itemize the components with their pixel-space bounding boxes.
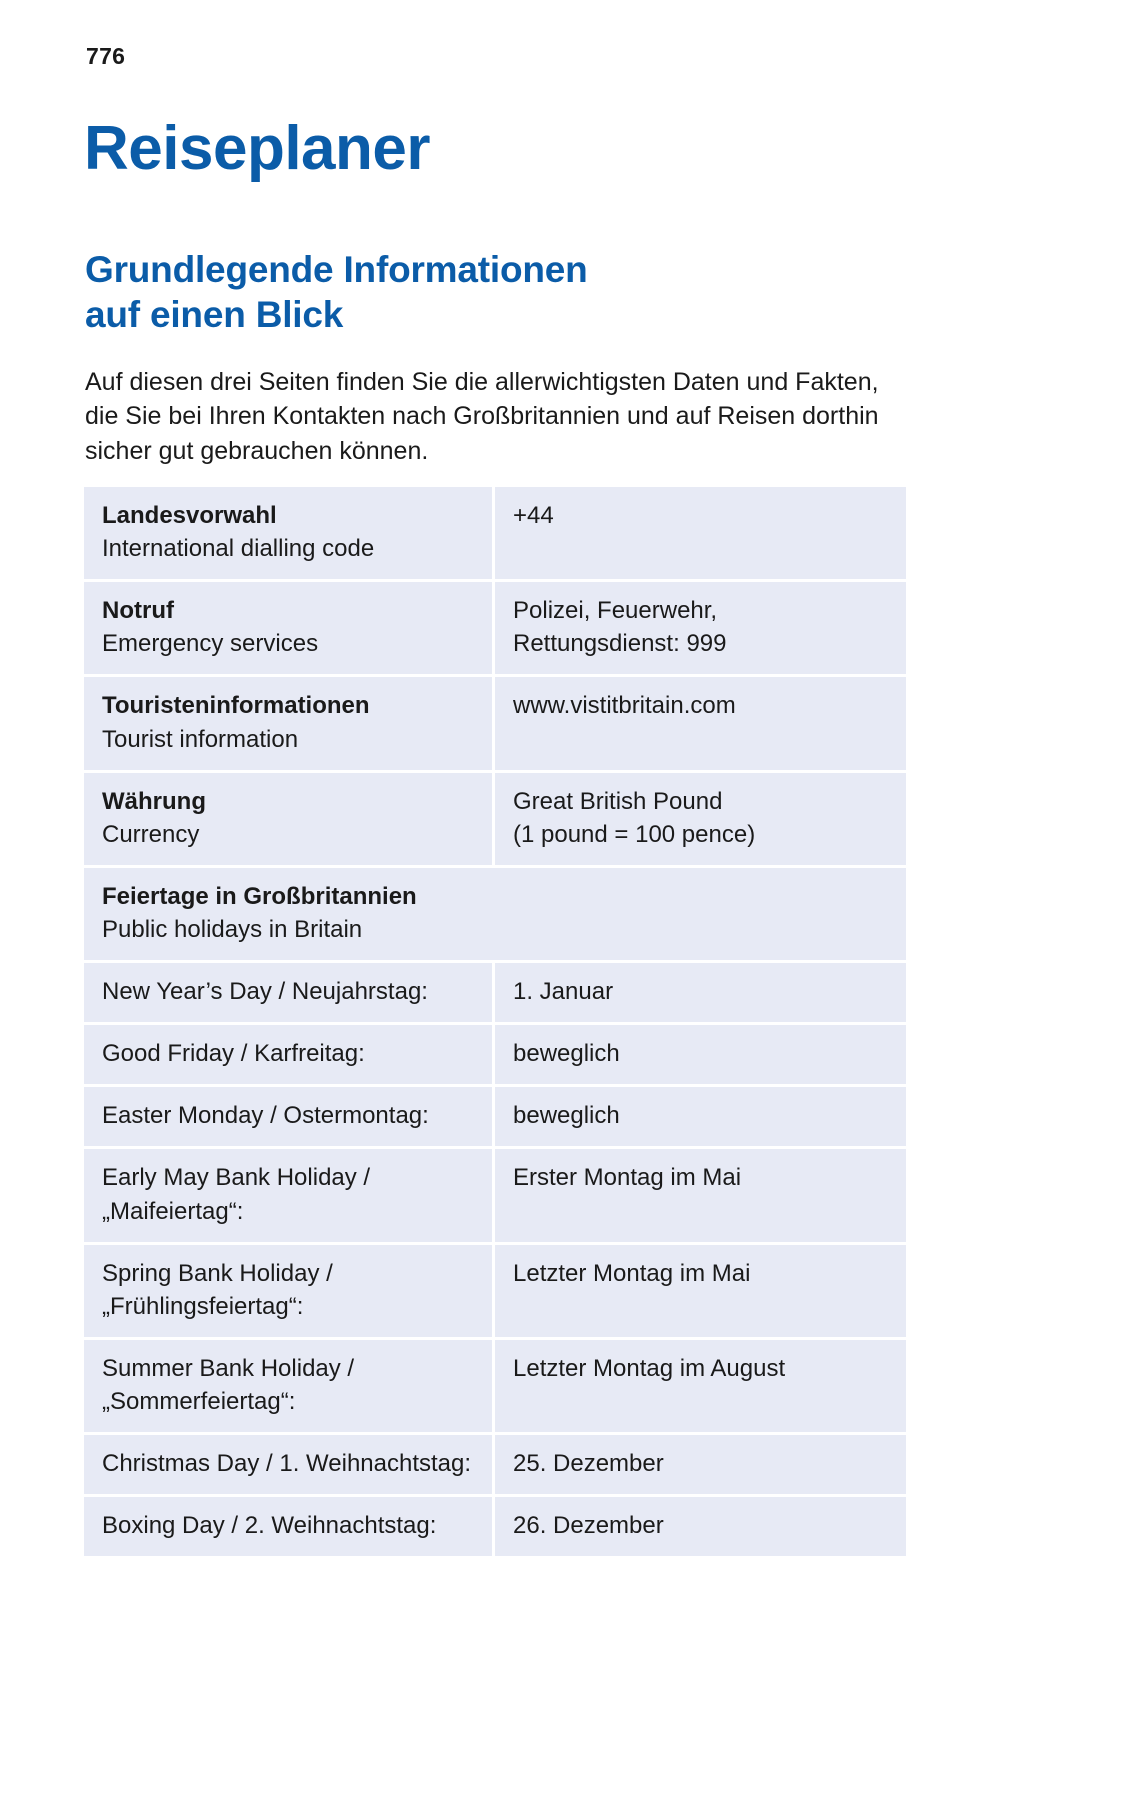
page-number: 776	[86, 43, 126, 69]
table-row	[84, 963, 906, 1022]
table-cell-value	[495, 677, 906, 769]
term-german: Notruf	[102, 597, 174, 625]
table-cell-value	[495, 582, 906, 674]
table-cell-label	[84, 1497, 492, 1556]
holiday-date: 1. Januar	[513, 978, 614, 1006]
page-title: Reiseplaner	[84, 114, 431, 183]
table-cell-label	[84, 1245, 492, 1337]
table-cell-value	[495, 1087, 906, 1146]
table-cell-label	[84, 677, 492, 769]
table-cell-value	[495, 1435, 906, 1494]
table-cell-value	[495, 1149, 906, 1241]
holiday-name-line-2: „Maifeiertag“:	[102, 1197, 244, 1225]
facts-table	[84, 487, 906, 1559]
term-english: Public holidays in Britain	[102, 915, 363, 943]
table-row	[84, 1149, 906, 1241]
holiday-name-line-1: Boxing Day / 2. Weihnachtstag:	[102, 1512, 437, 1540]
table-cell-label	[84, 487, 492, 579]
term-english: Currency	[102, 820, 200, 848]
holiday-date: beweglich	[513, 1102, 620, 1130]
table-cell-label	[84, 773, 492, 865]
holiday-name-line-1: Early May Bank Holiday /	[102, 1164, 371, 1192]
holiday-date: beweglich	[513, 1040, 620, 1068]
intro-paragraph	[85, 365, 885, 468]
table-cell-label	[84, 1435, 492, 1494]
table-row	[84, 1025, 906, 1084]
table-cell-section-header	[84, 868, 906, 960]
section-heading	[85, 247, 885, 337]
table-cell-label	[84, 1087, 492, 1146]
term-german: Feiertage in Großbritannien	[102, 882, 417, 910]
value-line-1: Polizei, Feuerwehr,	[513, 597, 718, 625]
holiday-date: Letzter Montag im Mai	[513, 1259, 751, 1287]
table-cell-value	[495, 1497, 906, 1556]
table-row	[84, 1497, 906, 1556]
table-row	[84, 773, 906, 865]
term-german: Währung	[102, 787, 206, 815]
table-row	[84, 582, 906, 674]
holiday-name-line-2: „Frühlingsfeiertag“:	[102, 1292, 304, 1320]
table-row	[84, 677, 906, 769]
value-line-2: (1 pound = 100 pence)	[513, 820, 756, 848]
table-cell-label	[84, 963, 492, 1022]
table-cell-value	[495, 963, 906, 1022]
table-row	[84, 1087, 906, 1146]
section-heading-line-2: auf einen Blick	[85, 294, 344, 336]
table-cell-value	[495, 1340, 906, 1432]
holiday-date: 25. Dezember	[513, 1450, 664, 1478]
holiday-name-line-2: „Sommerfeiertag“:	[102, 1387, 296, 1415]
table-cell-label	[84, 1149, 492, 1241]
value-line-1: Great British Pound	[513, 787, 723, 815]
term-german: Landesvorwahl	[102, 502, 277, 529]
holiday-date: 26. Dezember	[513, 1512, 664, 1540]
holiday-name-line-1: Easter Monday / Ostermontag:	[102, 1102, 429, 1130]
holiday-name-line-1: New Year’s Day / Neujahrstag:	[102, 978, 428, 1006]
section-heading-line-1: Grundlegende Informationen	[85, 249, 588, 290]
intro-line-3: sicher gut gebrauchen können.	[85, 436, 429, 465]
intro-line-2: die Sie bei Ihren Kontakten nach Großbritannien und auf Reisen dorthin	[85, 402, 879, 431]
intro-line-1: Auf diesen drei Seiten finden Sie die allerwichtigsten Daten und Fakten,	[85, 368, 879, 396]
table-section-header-row	[84, 868, 906, 960]
table-cell-value	[495, 487, 906, 579]
value-line-2: Rettungsdienst: 999	[513, 630, 727, 658]
term-german: Touristeninformationen	[102, 692, 370, 720]
holiday-date: Erster Montag im Mai	[513, 1164, 742, 1192]
term-english: Emergency services	[102, 630, 319, 658]
value-line-1: www.vistitbritain.com	[513, 692, 736, 720]
term-english: International dialling code	[102, 535, 375, 563]
table-cell-label	[84, 582, 492, 674]
table-row	[84, 1340, 906, 1432]
holiday-name-line-1: Summer Bank Holiday /	[102, 1354, 355, 1382]
table-row	[84, 1245, 906, 1337]
holiday-date: Letzter Montag im August	[513, 1354, 786, 1382]
table-row	[84, 487, 906, 579]
holiday-name-line-1: Spring Bank Holiday /	[102, 1259, 333, 1287]
term-english: Tourist information	[102, 725, 299, 753]
table-cell-value	[495, 1245, 906, 1337]
holiday-name-line-1: Christmas Day / 1. Weihnachtstag:	[102, 1450, 472, 1478]
value-line-1: +44	[513, 502, 554, 529]
holiday-name-line-1: Good Friday / Karfreitag:	[102, 1040, 365, 1068]
table-cell-value	[495, 773, 906, 865]
table-cell-value	[495, 1025, 906, 1084]
table-cell-label	[84, 1340, 492, 1432]
table-row	[84, 1435, 906, 1494]
table-cell-label	[84, 1025, 492, 1084]
